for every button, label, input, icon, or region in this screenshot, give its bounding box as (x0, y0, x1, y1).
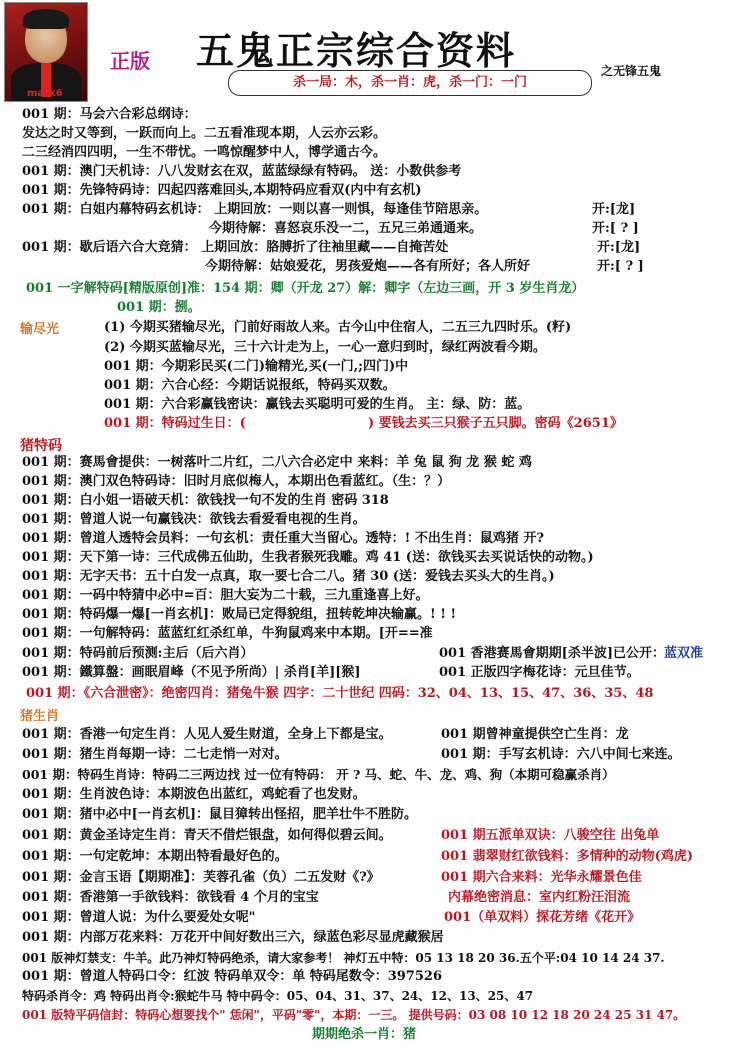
line-41: 001 期：黄金圣诗定生肖：青天不借烂银盘，如何得似碧云间。 (22, 828, 392, 843)
line-36: 001 期：猪生肖每期一诗：二七走悄一对对。 (22, 747, 288, 762)
line-29: 001 香港赛馬會期期[杀半波]已公开： (439, 646, 665, 661)
line-37: 001 期：手写玄机诗：六八中间七来连。 (441, 747, 681, 762)
line-43: 001 期：一句定乾坤：本期出特看最好色的。 (22, 849, 288, 864)
line-9: 001 一字解特码[精版原创]准：154 期：卿（开龙 27）解：卿字（左边三画，开 3 岁生肖龙） (26, 281, 585, 296)
line-28: 001 期：特码前后预测:主后（后六肖） (22, 646, 254, 661)
line-45: 001 期：金言玉语【期期准】：芙蓉孔雀（负）二五发财《?》 (22, 870, 380, 885)
line-11: (1) 今期买猪输尽光，门前好雨故人来。古今山中住宿人，二五三九四时乐。(籽) (104, 320, 572, 335)
line-40: 001 期：猪中必中[一肖玄机]：鼠目獐转出怪招，肥羊壮牛不胜防。 (22, 807, 417, 822)
line-49: 001 期：曾道人说：为什么要爱处女呢" (22, 910, 256, 925)
line-12: (2) 今期买蓝输尽光，三十六计走为上，一心一意归到时，绿红两波看今期。 (104, 340, 546, 355)
photo-hair (23, 9, 69, 29)
line-38: 001 期：特码生肖诗：特码二三两边找 过一位有特码： 开 ? 马、蛇、牛、龙、鸡、狗（本期可稳赢杀肖） (22, 767, 615, 782)
line-13: 001 期：今期彩民买(二门)输精光,买(一门,;四门)中 (104, 359, 409, 374)
line-32: 001 正版四字梅花诗：元旦佳节。 (439, 665, 640, 680)
line-15: 001 期：六合彩赢钱密诀：赢钱去买聪明可爱的生肖。 主：绿、防：蓝。 (104, 397, 531, 412)
section-shuying: 输尽光 (20, 322, 60, 337)
line-34: 001 期：香港一句定生肖：人见人爱生财道，全身上下都是宝。 (22, 727, 392, 742)
line-50: 001（单双料）探花芳绪《花开》 (444, 910, 641, 925)
kill-summary: 杀一局：木，杀一肖：虎，杀一门：一门 (228, 70, 592, 96)
line-0: 001 期：马会六合彩总纲诗： (22, 107, 197, 122)
kai-0: 开:[龙] (592, 202, 636, 217)
kai-1: 开:[ ? ] (592, 221, 639, 236)
line-54: 特码杀肖令：鸡 特码出肖令:猴蛇牛马 特中码令：05、04、31、37、24、12、13、25、47 (22, 989, 534, 1003)
edition-badge: 正版 (110, 49, 150, 73)
line-2: 二三经消四四明，一生不带忧。一鸣惊醒梦中人，博学通古今。 (22, 145, 387, 160)
line-48: 内幕绝密消息：室内红粉汪泪流 (448, 890, 631, 905)
line-1: 发达之时又等到，一跃而向上。二五看准现本期，人云亦云彩。 (22, 126, 387, 141)
line-25: 001 期：一码中特猜中必中=百：胆大妄为二十载，三九重逢喜上好。 (22, 588, 429, 603)
kai-3: 开:[ ? ] (597, 259, 644, 274)
section-zhu-sheng-xiao: 猪生肖 (20, 709, 60, 724)
line-16: 001 期：特码过生日：( (104, 416, 246, 431)
line-33: 001 期：《六合泄密》：绝密四肖：猪兔牛猴 四字：二十世纪 四码：32、04、13、15、47、36、35、48 (26, 686, 654, 701)
line-44: 001 翡翠财红欲钱料：多情种的动物(鸡虎) (441, 849, 693, 864)
line-52: 001 版神灯禁支：牛羊。此乃神灯特码绝杀，请大家参考！ 神灯五中特：05 13 18 20 36.五个平:04 10 14 24 37. (22, 951, 665, 965)
line-30: 蓝双准 (664, 646, 704, 661)
line-26: 001 期：特码爆一爆[一肖玄机]：败局已定得貌组，扭转乾坤决输赢。! ! ! (22, 607, 457, 622)
line-6: 今期待解：喜怒哀乐没一二，五兄三弟通通来。 (209, 221, 483, 236)
line-4: 001 期：先锋特码诗：四起四落难回头,本期特码应看双(内中有玄机) (22, 183, 422, 198)
line-47: 001 期：香港第一手欲钱料：欲钱看 4 个月的宝宝 (22, 890, 319, 905)
author-name: 之无锋五鬼 (601, 64, 662, 78)
line-22: 001 期：曾道人透特会员料：一句玄机：责任重大当留心。透特：! 不出生肖：鼠鸡猪 开? (22, 531, 545, 546)
line-56: 期期绝杀一肖：猪 (312, 1027, 417, 1042)
line-53: 001 期：曾道人特码口令：红波 特码单双令：单 特码尾数令：397526 (22, 969, 442, 984)
line-31: 001 期：鐵算盤：画眠眉峰（不见予所尚）| 杀肖[羊][猴] (22, 665, 361, 680)
author-photo (4, 2, 88, 102)
line-51: 001 期：内部万花来料：万花开中间好数出三六，绿蓝色彩尽显虎藏猴居 (22, 930, 444, 945)
line-14: 001 期：六合心经：今期话说报纸，特码买双数。 (104, 378, 396, 393)
section-zhu-te-ma: 猪特码 (20, 438, 62, 454)
line-8: 今期待解：姑娘爱花，男孩爱炮——各有所好；各人所好 (205, 259, 531, 274)
kai-2: 开:[龙] (597, 240, 641, 255)
line-35: 001 期曾神童提供空亡生肖：龙 (441, 727, 629, 742)
line-7: 001 期：歇后语六合大竞猜： 上期回放：胳膊折了往袖里藏——自掩苦处 (22, 240, 449, 255)
line-27: 001 期：一句解特码：蓝蓝红红杀红单，牛狗鼠鸡来中本期。[开==准 (22, 626, 433, 641)
line-19: 001 期：澳门双色特码诗：旧时月底似梅人，本期出色看蓝红。（生：？） (22, 474, 451, 489)
line-3: 001 期：澳门天机诗：八八发财玄在双，蓝蓝绿绿有特码。 送：小数供参考 (22, 164, 462, 179)
line-46: 001 期六合来料：光华永耀景色佳 (441, 870, 642, 885)
page-title: 五鬼正宗综合资料 (196, 28, 517, 73)
line-55: 001 版特平码信封：特码心想要找个" 恁闲"，平码"零"，本期：一三。 提供号码：03 08 10 12 18 20 24 25 31 47。 (22, 1008, 686, 1022)
line-39: 001 期：生肖波色诗：本期波色出蓝红，鸡蛇看了也发财。 (22, 787, 366, 802)
line-17: ) 要钱去买三只猴子五只脚。密码《2651》 (368, 416, 623, 431)
line-24: 001 期：无字天书：五十白发一点真，取一要七合二八。猪 30 (送：爱钱去买头大的生肖。) (22, 569, 555, 584)
line-20: 001 期：白小姐一语破天机：欲钱找一句不发的生肖 密码 318 (22, 493, 389, 508)
line-5: 001 期：白姐内幕特码玄机诗： 上期回放：一则以喜一则惧，每逢佳节陪思亲。 (22, 202, 488, 217)
line-23: 001 期：天下第一诗：三代成佛五仙助，生我者猴死我雕。鸡 41 (送：欲钱买去买说话快的动物。) (22, 550, 594, 565)
line-21: 001 期：曾道人说一句赢钱决：欲钱去看爱看电视的生肖。 (22, 512, 366, 527)
line-18: 001 期：赛馬會提供：一树落叶二片红，二八六合必定中 来料：羊 兔 鼠 狗 龙 猴 蛇 鸡 (22, 455, 532, 470)
line-42: 001 期五派单双诀：八骏空往 出兔单 (441, 828, 660, 843)
photo-watermark: mark6 (27, 88, 63, 99)
line-10: 001 期：捌。 (117, 300, 201, 315)
